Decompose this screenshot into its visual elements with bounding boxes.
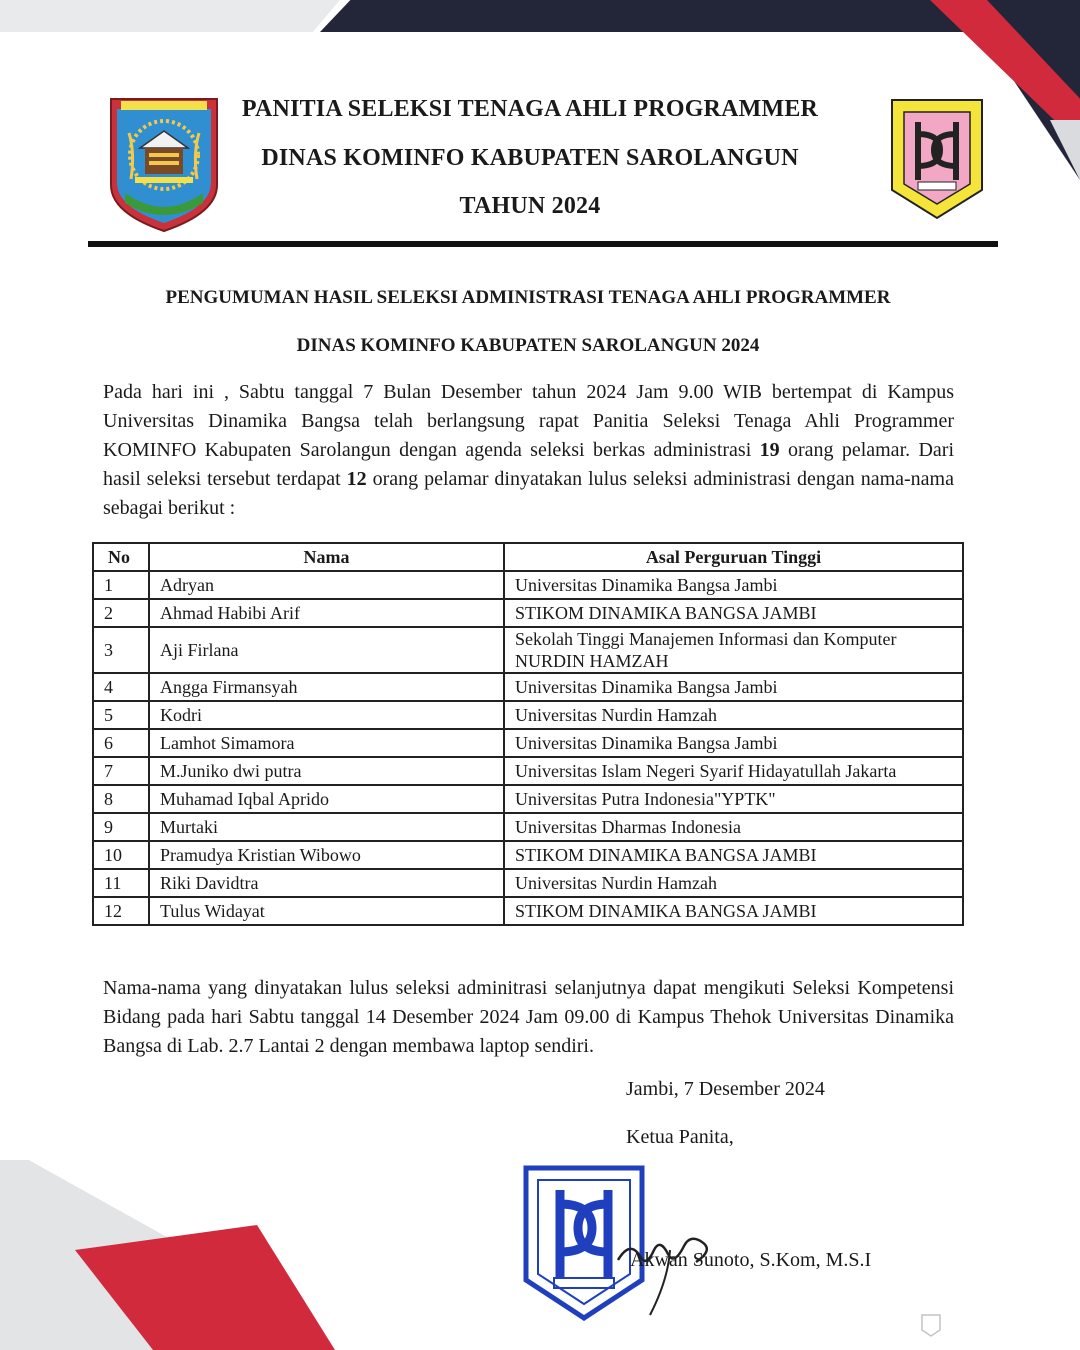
applicant-count: 19 xyxy=(759,439,780,461)
cell-nama: Kodri xyxy=(149,701,504,729)
place-date: Jambi, 7 Desember 2024 xyxy=(626,1078,825,1100)
corner-grey-shape xyxy=(1050,120,1080,180)
cell-nama: Lamhot Simamora xyxy=(149,729,504,757)
signer-name: Akwan Sunoto, S.Kom, M.S.I xyxy=(630,1249,872,1271)
header-divider xyxy=(88,241,998,247)
cell-no: 6 xyxy=(93,729,149,757)
cell-no: 10 xyxy=(93,841,149,869)
cell-no: 1 xyxy=(93,571,149,599)
intro-text-b: orang pelamar. Dari hasil seleksi tersebut terdapat xyxy=(103,439,954,490)
cell-no: 11 xyxy=(93,869,149,897)
table-header-row xyxy=(93,543,963,571)
app-watermark-icon xyxy=(920,1312,942,1338)
cell-nama: Aji Firlana xyxy=(149,627,504,673)
header-no: No xyxy=(93,543,149,571)
cell-nama: Pramudya Kristian Wibowo xyxy=(149,841,504,869)
table-row xyxy=(93,841,963,869)
table-row xyxy=(93,627,963,673)
cell-asal: Universitas Dinamika Bangsa Jambi xyxy=(504,571,963,599)
cell-asal: STIKOM DINAMIKA BANGSA JAMBI xyxy=(504,897,963,925)
intro-text-a: Pada hari ini , Sabtu tanggal 7 Bulan Desember tahun 2024 Jam 9.00 WIB bertempat di Kampus Universitas Dinamika Bangsa telah berlangsung rapat Panitia Seleksi Tenaga Ahli Programmer KOMINFO Kabupaten Sarolangun dengan agenda seleksi berkas administrasi xyxy=(103,381,954,461)
header-nama: Nama xyxy=(149,543,504,571)
cell-no: 4 xyxy=(93,673,149,701)
cell-no: 7 xyxy=(93,757,149,785)
results-table xyxy=(92,542,964,926)
table-row xyxy=(93,599,963,627)
signer-role: Ketua Panita, xyxy=(626,1126,734,1148)
cell-asal: Universitas Dinamika Bangsa Jambi xyxy=(504,729,963,757)
cell-nama: Murtaki xyxy=(149,813,504,841)
cell-asal: Universitas Nurdin Hamzah xyxy=(504,701,963,729)
cell-no: 8 xyxy=(93,785,149,813)
cell-asal: STIKOM DINAMIKA BANGSA JAMBI xyxy=(504,841,963,869)
cell-nama: M.Juniko dwi putra xyxy=(149,757,504,785)
cell-nama: Ahmad Habibi Arif xyxy=(149,599,504,627)
table-row xyxy=(93,757,963,785)
top-grey-shape xyxy=(0,0,340,32)
table-row xyxy=(93,869,963,897)
cell-asal: Universitas Dharmas Indonesia xyxy=(504,813,963,841)
cell-no: 12 xyxy=(93,897,149,925)
sarolangun-emblem-icon xyxy=(105,93,223,235)
year-title: TAHUN 2024 xyxy=(459,193,601,219)
committee-title: PANITIA SELEKSI TENAGA AHLI PROGRAMMER xyxy=(241,96,819,122)
cell-no: 9 xyxy=(93,813,149,841)
unama-emblem-icon xyxy=(888,94,986,222)
cell-nama: Angga Firmansyah xyxy=(149,673,504,701)
table-row xyxy=(93,729,963,757)
cell-no: 5 xyxy=(93,701,149,729)
table-row xyxy=(93,897,963,925)
table-row xyxy=(93,701,963,729)
cell-nama: Adryan xyxy=(149,571,504,599)
announcement-title: PENGUMUMAN HASIL SELEKSI ADMINISTRASI TENAGA AHLI PROGRAMMER xyxy=(165,287,891,308)
cell-asal: STIKOM DINAMIKA BANGSA JAMBI xyxy=(504,599,963,627)
announcement-subtitle: DINAS KOMINFO KABUPATEN SAROLANGUN 2024 xyxy=(296,335,760,356)
intro-text-c: orang pelamar dinyatakan lulus seleksi administrasi dengan nama-nama sebagai berikut : xyxy=(103,468,954,519)
cell-asal: Universitas Putra Indonesia"YPTK" xyxy=(504,785,963,813)
signature-icon xyxy=(610,1220,720,1320)
agency-title: DINAS KOMINFO KABUPATEN SAROLANGUN xyxy=(261,145,799,171)
header-asal: Asal Perguruan Tinggi xyxy=(504,543,963,571)
cell-asal: Universitas Islam Negeri Syarif Hidayatullah Jakarta xyxy=(504,757,963,785)
cell-nama: Tulus Widayat xyxy=(149,897,504,925)
cell-no: 3 xyxy=(93,627,149,673)
cell-asal: Universitas Nurdin Hamzah xyxy=(504,869,963,897)
table-row xyxy=(93,785,963,813)
table-row xyxy=(93,813,963,841)
passed-count: 12 xyxy=(346,468,367,490)
table-row xyxy=(93,571,963,599)
followup-paragraph: Nama-nama yang dinyatakan lulus seleksi adminitrasi selanjutnya dapat mengikuti Seleksi Kompetensi Bidang pada hari Sabtu tanggal 14 Desember 2024 Jam 09.00 di Kampus Thehok Universitas Dinamika Bangsa di Lab. 2.7 Lantai 2 dengan membawa laptop sendiri. xyxy=(103,977,954,1057)
cell-asal: Universitas Dinamika Bangsa Jambi xyxy=(504,673,963,701)
cell-nama: Riki Davidtra xyxy=(149,869,504,897)
cell-nama: Muhamad Iqbal Aprido xyxy=(149,785,504,813)
intro-paragraph xyxy=(103,378,954,523)
cell-asal: Sekolah Tinggi Manajemen Informasi dan Komputer NURDIN HAMZAH xyxy=(504,627,963,673)
cell-no: 2 xyxy=(93,599,149,627)
table-row xyxy=(93,673,963,701)
